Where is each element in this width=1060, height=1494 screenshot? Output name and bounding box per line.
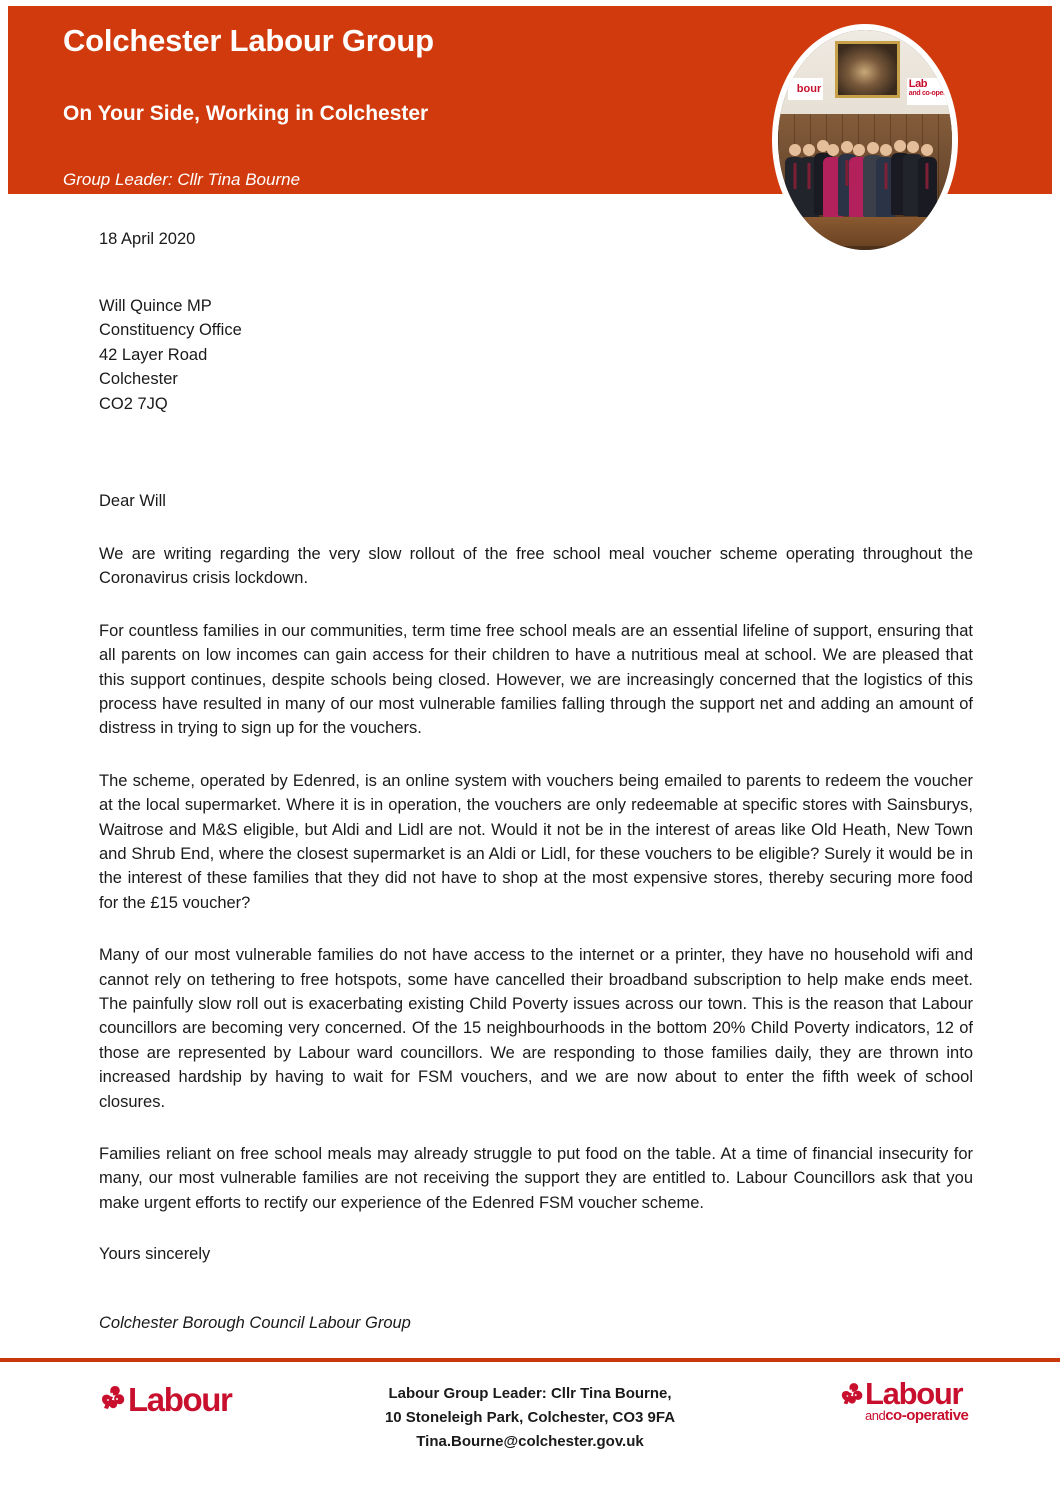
footer-contact-email: Tina.Bourne@colchester.gov.uk xyxy=(416,1433,644,1450)
footer-contact-line: Labour Group Leader: Cllr Tina Bourne, xyxy=(388,1385,672,1402)
address-line: CO2 7JQ xyxy=(99,394,168,413)
coop-label: co-operative xyxy=(885,1407,969,1425)
labour-banner-left: bour xyxy=(788,78,823,100)
labour-logo-left xyxy=(100,1381,232,1418)
labour-rose-icon xyxy=(100,1385,126,1415)
body-paragraph: The scheme, operated by Edenred, is an online system with vouchers being emailed to parents to redeem the voucher at the local supermarket. Where it is in operation, the vouchers are only redeemable at specific stores with Sainsburys, Waitrose and M&S eligible, but Aldi and Lidl are not. Would it not be in the interest of areas like Old Heath, New Town and Shrub End, where the closest supermarket is an Aldi or Lidl, for these vouchers to be eligible? Surely it would be in the interest of these families that they did not have to shop at the most expensive stores, thereby securing more food for the £15 voucher? xyxy=(99,771,973,912)
letter-closing: Yours sincerely xyxy=(99,1245,211,1264)
chamber-desk xyxy=(792,217,938,246)
group-photo-image xyxy=(778,30,952,250)
body-paragraph: Many of our most vulnerable families do not have access to the internet or a printer, they have no household wifi and cannot rely on tethering to free hotspots, some have cancelled their broadband subscription to help make ends meet. The painfully slow roll out is exacerbating existing Child Poverty issues across our town. This is the reason that Labour councillors are becoming very concerned. Of the 15 neighbourhoods in the bottom 20% Child Poverty indicators, 12 of those are represented by Labour ward councillors. We are responding to those families daily, they are thrown into increased hardship by having to wait for FSM vouchers, and we are now about to enter the fifth week of school closures. xyxy=(99,946,973,1111)
footer-divider xyxy=(0,1358,1060,1362)
organisation-title: Colchester Labour Group xyxy=(63,23,434,58)
address-line: Will Quince MP xyxy=(99,296,212,315)
body-paragraph: Families reliant on free school meals may already struggle to put food on the table. At a time of financial insecurity for many, our most vulnerable families are not receiving the support they are entitled to. Labour Councillors ask that you make urgent efforts to rectify our experience of the Edenred FSM voucher scheme. xyxy=(99,1145,973,1212)
address-line: Constituency Office xyxy=(99,321,242,340)
group-photo xyxy=(772,24,958,256)
footer-contact-line: 10 Stoneleigh Park, Colchester, CO3 9FA xyxy=(384,1409,676,1426)
councillors-group xyxy=(785,105,945,219)
labour-rose-icon xyxy=(840,1382,864,1410)
labour-coop-banner-right xyxy=(907,78,952,104)
organisation-tagline: On Your Side, Working in Colchester xyxy=(63,102,429,126)
framed-painting-icon xyxy=(835,41,899,98)
letter-signature: Colchester Borough Council Labour Group xyxy=(99,1314,411,1333)
body-paragraph: We are writing regarding the very slow rollout of the free school meal voucher scheme operating throughout the Coronavirus crisis lockdown. xyxy=(99,544,973,588)
letter-date: 18 April 2020 xyxy=(99,230,196,248)
coop-and-label: and xyxy=(865,1408,886,1424)
letterhead-text-block xyxy=(63,24,763,190)
labour-wordmark: Labour xyxy=(865,1376,963,1411)
letter-footer xyxy=(0,1372,1060,1482)
recipient-address xyxy=(99,294,973,416)
banner-right-line2: and co-opera xyxy=(908,90,950,98)
letter-body xyxy=(99,228,973,1333)
body-paragraph: For countless families in our communities, term time free school meals are an essential lifeline of support, ensuring that all parents on low incomes can gain access for their children to have a nutritious meal at school. We are pleased that this support continues, despite schools being closed. However, we are increasingly concerned that the logistics of this process have resulted in many of our most vulnerable families falling through the support net and adding an amount of distress in trying to sign up for the vouchers. xyxy=(99,621,973,738)
footer-contact-block xyxy=(300,1382,760,1454)
labour-coop-logo-right xyxy=(840,1376,969,1425)
group-leader-line: Group Leader: Cllr Tina Bourne xyxy=(63,170,301,190)
address-line: Colchester xyxy=(99,370,178,389)
salutation: Dear Will xyxy=(99,491,166,510)
labour-wordmark: Labour xyxy=(128,1381,232,1418)
address-line: 42 Layer Road xyxy=(99,345,208,364)
banner-right-line1: Lab xyxy=(908,78,928,91)
